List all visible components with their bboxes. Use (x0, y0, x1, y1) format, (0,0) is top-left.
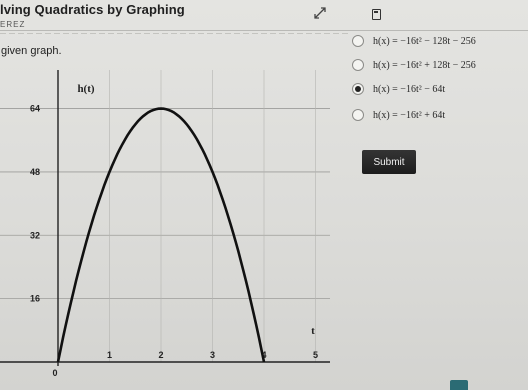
radio-button[interactable] (352, 35, 364, 47)
radio-button[interactable] (352, 109, 364, 121)
expand-icon[interactable] (313, 6, 327, 20)
tick-labels (30, 83, 318, 378)
radio-button[interactable] (352, 59, 364, 71)
x-axis-label: t (311, 325, 315, 337)
y-axis-label: h(t) (77, 83, 95, 95)
calculator-icon[interactable] (372, 9, 381, 20)
choice-label: h(x) = −16t² − 64t (373, 83, 446, 95)
radio-button[interactable] (352, 83, 364, 95)
page-title: lving Quadratics by Graphing (0, 2, 185, 17)
x-tick-label: 3 (209, 350, 216, 360)
x-tick-label: 1 (106, 350, 113, 360)
axes (0, 70, 330, 366)
y-tick-label: 32 (29, 230, 40, 241)
answer-choice-4[interactable] (350, 104, 528, 126)
y-tick-label: 16 (29, 293, 40, 304)
x-tick-label: 5 (312, 350, 319, 360)
choice-label: h(x) = −16t² + 128t − 256 (373, 59, 476, 71)
parabola-graph (0, 64, 350, 390)
y-tick-label: 48 (29, 166, 40, 177)
grid-lines (0, 70, 330, 362)
x-tick-label: 0 (52, 368, 58, 378)
faint-divider (0, 33, 350, 34)
x-tick-label: 2 (158, 350, 164, 360)
choice-label: h(x) = −16t² + 64t (373, 109, 446, 121)
choice-label: h(x) = −16t² − 128t − 256 (373, 35, 476, 47)
answer-choice-2[interactable] (350, 54, 528, 76)
x-tick-label: 4 (261, 350, 267, 360)
submit-button[interactable]: Submit (362, 150, 416, 174)
answer-choice-1[interactable] (350, 30, 528, 52)
corner-button[interactable] (450, 380, 468, 390)
question-prompt: given graph. (1, 45, 62, 57)
y-tick-label: 64 (29, 103, 40, 114)
answer-choice-3[interactable] (350, 78, 528, 100)
author-name: EREZ (0, 20, 26, 29)
